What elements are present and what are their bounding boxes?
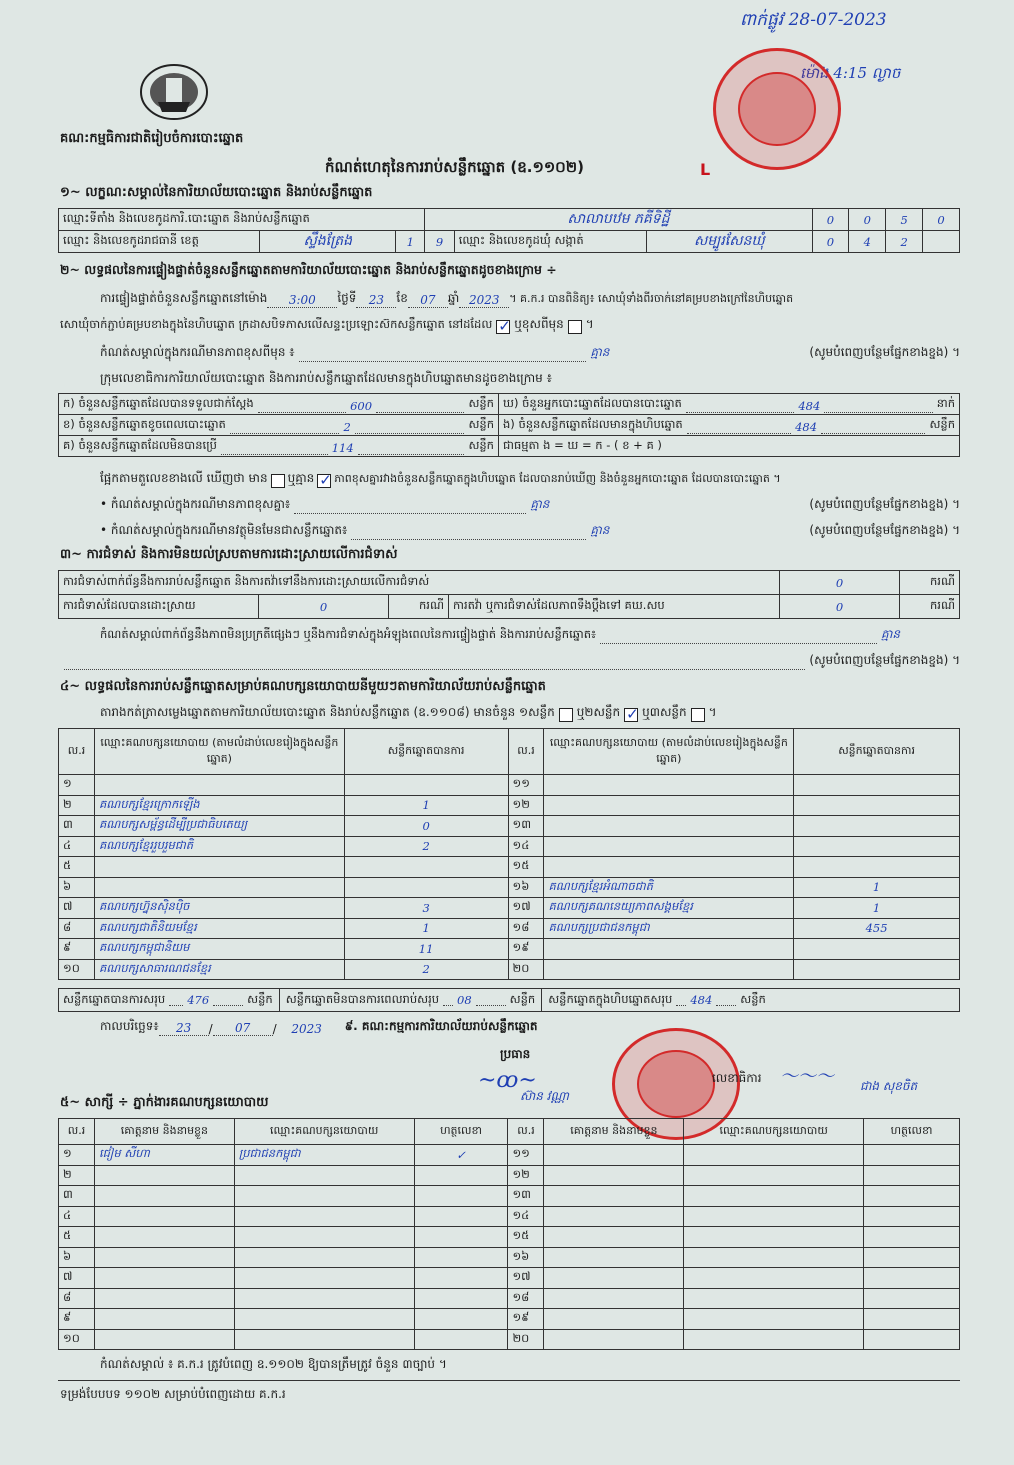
table-row [59, 775, 960, 796]
party-name [94, 775, 344, 796]
row-number: ១៤ [508, 836, 544, 857]
verify-time: 3:00 [267, 293, 337, 308]
party-votes: 1 [344, 918, 508, 939]
party-votes [794, 816, 960, 837]
unused-ballots-value: 114 [331, 440, 354, 455]
witness-party [684, 1247, 864, 1268]
discrepancy-line: ផ្អែកតាមតួលេខខាងលើ ឃើញថា មាន ឬគ្មាន ✓ ភាពខុសគ្នារវាងចំនួនសន្លឹកឆ្នោតក្នុងហិបឆ្នោត ដែលបានរាប់ឃើញ និងចំនួនអ្នកបោះឆ្នោត ដែលបានបោះឆ្នោត ។ [100, 470, 960, 488]
row-number: ១៩ [508, 939, 544, 960]
section4-heading: ៤~ លទ្ធផលនៃការរាប់សន្លឹកឆ្នោតសម្រាប់គណបក្សនយោបាយនីមួយៗតាមការិយាល័យរាប់សន្លឹកឆ្នោត [60, 679, 546, 694]
witness-name [544, 1329, 684, 1350]
station-code-1: 0 [812, 209, 849, 231]
received-ballots-label: ក) ចំនួនសន្លឹកឆ្នោតដែលបានទទួលជាក់ស្តែង [63, 395, 254, 410]
witness-signature [864, 1247, 960, 1268]
witness-signature [414, 1309, 508, 1330]
witness-party [234, 1329, 414, 1350]
party-votes: 11 [344, 939, 508, 960]
party-name [544, 775, 794, 796]
ballots-in-box-label: ង) ចំនួនសន្លឹកឆ្នោតដែលមានក្នុងហិបឆ្នោត [503, 416, 683, 431]
party-name [544, 939, 794, 960]
row-number: ១០ [59, 1329, 95, 1350]
row-number: ២ [59, 795, 95, 816]
row-number: ៨ [59, 918, 95, 939]
row-number: ១៤ [508, 1206, 544, 1227]
row-number: ៧ [59, 898, 95, 919]
witness-party [234, 1268, 414, 1289]
row-number: ១៧ [508, 1268, 544, 1289]
witness-name [544, 1145, 684, 1166]
tally-sheet-line: តារាងកត់ត្រាសម្លេងឆ្នោតតាមការិយាល័យបោះឆ្នោត និងរាប់សន្លឹកឆ្នោត (ឧ.១១០៨) មានចំនួន ១សន្លឹក ឬ២សន្លឹក ✓ ឬ៣សន្លឹក ។ [100, 704, 717, 722]
witness-signature: ✓ [414, 1145, 508, 1166]
party-name: គណបក្សខ្មែររួបរួមជាតិ [94, 836, 344, 857]
station-name-value: សាលាបឋម ភគីទិដ្ឋី [425, 209, 812, 231]
section5-heading: ៥~ សាក្សី ÷ ភ្នាក់ងារគណបក្សនយោបាយ [60, 1095, 269, 1110]
party-name: គណបក្សខ្មែរអំណាចជាតិ [544, 877, 794, 898]
objection-value: 0 [780, 571, 900, 595]
party-votes: 3 [344, 898, 508, 919]
row-number: ១ [59, 1145, 95, 1166]
note1-line: • កំណត់សម្គាល់ក្នុងករណីមានភាពខុសគ្នា៖ គ្មាន (សូមបំពេញបន្ថែមផ្នែកខាងខ្នង) ។ [100, 496, 960, 514]
party-name [544, 959, 794, 980]
handwritten-receipt-note: ពាក់ផ្លូវ 28-07-2023 [740, 10, 887, 30]
chair-signature: ~ꝏ~ [478, 1068, 537, 1093]
table-row [59, 1309, 960, 1330]
province-code-1: 1 [396, 231, 425, 253]
party-name: គណបក្សហ្វ៊ុនស៊ិនប៉ិច [94, 898, 344, 919]
row-number: ១៥ [508, 1227, 544, 1248]
witness-name [94, 1227, 234, 1248]
witness-signature [414, 1329, 508, 1350]
table-row [59, 1247, 960, 1268]
party-name: គណបក្សប្រជាជនកម្ពុជា [544, 918, 794, 939]
chair-label: ប្រធាន [500, 1047, 531, 1061]
row-number: ៩ [59, 1309, 95, 1330]
committee-name: គណ:កម្មធិការជាតិរៀបចំការបោះឆ្នោត [60, 131, 244, 146]
row-number: ៩ [59, 939, 95, 960]
province-value: ស្ទឹងត្រែង [260, 231, 396, 253]
row-number: ៨ [59, 1288, 95, 1309]
secretary-name: ជាង សុខចិត [860, 1079, 918, 1093]
table-row [59, 836, 960, 857]
row-number: ១ [59, 775, 95, 796]
unused-ballots-label: គ) ចំនួនសន្លឹកឆ្នោតដែលមិនបានប្រើ [63, 437, 217, 452]
row-number: ៣ [59, 816, 95, 837]
page-title: កំណត់ហេតុនៃការរាប់សន្លឹកឆ្នោត (ឧ.១១០២) [325, 158, 585, 176]
party-name: គណបក្សខ្មែរក្រោកឡើង [94, 795, 344, 816]
secretary-signature: ～～～ [780, 1066, 834, 1087]
witness-party [684, 1186, 864, 1207]
one-sheet-checkbox[interactable] [559, 708, 573, 722]
empty-cell [923, 231, 960, 253]
station-code-3: 5 [886, 209, 923, 231]
witness-party [234, 1186, 414, 1207]
party-results-table: ល.រ ឈ្មោះគណបក្សនយោបាយ (តាមលំដាប់លេខរៀងក្នុងសន្លឹកឆ្នោត) សន្លឹកឆ្នោតបានការ ល.រ ឈ្មោះគណបក្សនយោបាយ (តាមលំដាប់លេខរៀងក្នុងសន្លឹកឆ្នោត) សន្លឹកឆ្នោតបានការ ១ ១១ ២ គណបក្សខ្មែរក្រោកឡើង 1 ១២ ៣ គណបក្សសម្ព័ន្ធដើម្បីប្រជាធិបតេយ្យ 0 ១៣ ៤ គណបក្សខ្មែររួបរួមជាតិ 2 ១៤ ៥ ១៥ ៦ ១៦ គណបក្សខ្មែរអំណាចជាតិ 1 ៧ គណបក្សហ្វ៊ុនស៊ិនប៉ិច 3 ១៧ គណបក្សគណនេយ្យភាពសង្គមខ្មែរ 1 ៨ គណបក្សជាតិនិយមខ្មែរ 1 ១៨ គណបក្សប្រជាជនកម្ពុជា 455 ៩ គណបក្សកម្ពុជានិយម 11 ១៩ ១០ គណបក្សសាធារណជនខ្មែរ 2 ២០ [58, 728, 960, 980]
witness-party [684, 1268, 864, 1289]
witness-signature [864, 1227, 960, 1248]
note2-value: គ្មាន [590, 523, 610, 537]
resolved-value: 0 [259, 595, 389, 619]
station-name-label: ឈ្មោះទីតាំង និងលេខកូដការិ.បោះឆ្នោត និងរាប់សន្លឹកឆ្នោត [59, 209, 425, 231]
table-row [59, 795, 960, 816]
witness-name [94, 1186, 234, 1207]
witness-name [94, 1206, 234, 1227]
verification-line: ការផ្ទៀងផ្ទាត់ចំនួនសន្លឹកឆ្នោតនៅម៉ោង 3:00 ថ្ងៃទី 23 ខែ 07 ឆ្នាំ 2023 ។ គ.ក.រ បានពិនិត្យ៖ សោឃុំទាំងពីរចាក់នៅគម្របខាងក្រៅនៃហិបឆ្នោត [100, 291, 794, 307]
party-votes: 455 [794, 918, 960, 939]
party-votes: 1 [344, 795, 508, 816]
witness-name [94, 1288, 234, 1309]
objection-label: ការជំទាស់ពាក់ព័ន្ធនឹងការរាប់សន្លឹកឆ្នោត និងការតវ៉ាទៅនឹងការដោះស្រាយលើការជំទាស់ [59, 571, 780, 595]
spoiled-ballots-value: 2 [343, 419, 351, 434]
no-discrepancy-checkbox[interactable] [317, 474, 331, 488]
section1-heading: ១~ លក្ខណ:សម្គាល់នៃការិយាល័យបោះឆ្នោត និងរាប់សន្លឹកឆ្នោត [60, 185, 373, 200]
verify-month: 07 [408, 293, 448, 308]
party-name [544, 795, 794, 816]
count-intro: ក្រុមលេខាធិការការិយាល័យបោះឆ្នោត និងការរាប់សន្លឹកឆ្នោតដែលមានក្នុងហិបឆ្នោតមានដូចខាងក្រោម ៖ [100, 371, 552, 385]
witness-name [544, 1268, 684, 1289]
witness-name [94, 1309, 234, 1330]
ballots-in-box-value: 484 [795, 419, 818, 434]
section3-heading: ៣~ ការជំទាស់ និងការមិនយល់ស្របតាមការដោះស្រាយលើការជំទាស់ [60, 547, 398, 562]
party-name: គណបក្សគណនេយ្យភាពសង្គមខ្មែរ [544, 898, 794, 919]
official-seal-top [713, 48, 841, 170]
total-valid-value: 476 [187, 993, 210, 1007]
party-votes: 1 [794, 877, 960, 898]
chair-name: ស៊ាន វណ្ណា [520, 1089, 569, 1103]
appeal-value: 0 [780, 595, 900, 619]
row-number: ១៦ [508, 877, 544, 898]
table-row [59, 857, 960, 878]
witness-party [234, 1247, 414, 1268]
ballot-count-table: ក) ចំនួនសន្លឹកឆ្នោតដែលបានទទួលជាក់ស្តែង 600 សន្លឹក ឃ) ចំនួនអ្នកបោះឆ្នោតដែលបានបោះឆ្នោត 484 នាក់ ខ) ចំនួនសន្លឹកឆ្នោតខូចពេលបោះឆ្នោត 2 សន្លឹក ង) ចំនួនសន្លឹកឆ្នោតដែលមានក្នុងហិបឆ្នោត 484 សន្លឹក គ) ចំនួនសន្លឹកឆ្នោតដែលមិនបានប្រើ 114 សន្លឹក ជាធម្មតា ង = ឃ = ក - ( ខ + គ ) [58, 393, 960, 457]
has-discrepancy-checkbox[interactable] [271, 474, 285, 488]
witness-signature [864, 1206, 960, 1227]
appeal-label: ការតវ៉ា ឬការជំទាស់ដែលភាពទឹងប្តឹងទៅ គឃ.សប [449, 595, 780, 619]
table-row [59, 898, 960, 919]
witness-name [94, 1247, 234, 1268]
row-number: ១៨ [508, 1288, 544, 1309]
row-number: ២ [59, 1165, 95, 1186]
resolved-label: ការជំទាស់ដែលបានដោះស្រាយ [59, 595, 259, 619]
row-number: ៧ [59, 1268, 95, 1289]
footer-divider [58, 1380, 960, 1381]
table-row [59, 1268, 960, 1289]
table-row [59, 1145, 960, 1166]
difference-note-value: គ្មាន [590, 345, 610, 359]
table-row [59, 1165, 960, 1186]
commune-code-1: 0 [812, 231, 849, 253]
row-number: ១៣ [508, 816, 544, 837]
witness-signature [414, 1206, 508, 1227]
seal-check-line: សោឃុំចាក់ភ្ជាប់គម្របខាងក្នុងនៃហិបឆ្នោត ក្រដាសបិទភាសលើសន្ទះប្រឡោះស៊កសន្លឹកឆ្នោត នៅដដែល ✓ ឬខុសពីមុន ។ [60, 316, 960, 334]
witness-party [684, 1206, 864, 1227]
party-votes [794, 836, 960, 857]
witness-name [94, 1268, 234, 1289]
party-votes [794, 857, 960, 878]
commune-code-2: 4 [849, 231, 886, 253]
witness-signature [414, 1268, 508, 1289]
party-name [544, 836, 794, 857]
witness-signature [864, 1309, 960, 1330]
party-name [94, 857, 344, 878]
witness-party [684, 1145, 864, 1166]
commune-value: សម្បូរសែនឃុំ [647, 231, 812, 253]
row-number: ១០ [59, 959, 95, 980]
spoiled-ballots-label: ខ) ចំនួនសន្លឹកឆ្នោតខូចពេលបោះឆ្នោត [63, 416, 226, 431]
irregularity-note-line2: (សូមបំពេញបន្ថែមផ្នែកខាងខ្នង) ។ [60, 652, 960, 670]
row-number: ១៩ [508, 1309, 544, 1330]
verify-year: 2023 [459, 293, 509, 308]
objection-table: ការជំទាស់ពាក់ព័ន្ធនឹងការរាប់សន្លឹកឆ្នោត និងការតវ៉ាទៅនឹងការដោះស្រាយលើការជំទាស់ 0 ករណី ការជំទាស់ដែលបានដោះស្រាយ 0 ករណី ការតវ៉ា ឬការជំទាស់ដែលភាពទឹងប្តឹងទៅ គឃ.សប 0 ករណី [58, 570, 960, 619]
party-name: គណបក្សសម្ព័ន្ធដើម្បីប្រជាធិបតេយ្យ [94, 816, 344, 837]
witness-party [234, 1309, 414, 1330]
table-row [59, 877, 960, 898]
row-number: ១២ [508, 1165, 544, 1186]
table-row [59, 1206, 960, 1227]
form-mark: L [700, 160, 711, 179]
witness-name [544, 1206, 684, 1227]
witness-party [684, 1165, 864, 1186]
witness-party [234, 1206, 414, 1227]
witness-party [684, 1329, 864, 1350]
witness-party: ប្រជាជនកម្ពុជា [234, 1145, 414, 1166]
witness-signature [864, 1288, 960, 1309]
witness-signature [414, 1165, 508, 1186]
irregularity-note-value: គ្មាន [880, 627, 900, 641]
party-name: គណបក្សកម្ពុជានិយម [94, 939, 344, 960]
witness-name [544, 1186, 684, 1207]
row-number: ១៥ [508, 857, 544, 878]
row-number: ៥ [59, 1227, 95, 1248]
row-number: ៤ [59, 1206, 95, 1227]
total-invalid-value: 08 [457, 993, 472, 1007]
party-votes: 0 [344, 816, 508, 837]
row-number: ២០ [508, 959, 544, 980]
witness-name [94, 1329, 234, 1350]
footer-note: កំណត់សម្គាល់ ៖ គ.ក.រ ត្រូវបំពេញ ឧ.១១០២ ឱ្យបានត្រឹមត្រូវ ចំនួន ៣ច្បាប់ ។ [100, 1357, 447, 1371]
witness-name [544, 1227, 684, 1248]
row-number: ១១ [508, 775, 544, 796]
party-votes [794, 795, 960, 816]
witness-signature [414, 1247, 508, 1268]
province-code-2: 9 [425, 231, 454, 253]
row-number: ៥ [59, 857, 95, 878]
commune-code-3: 2 [886, 231, 923, 253]
witness-name [544, 1165, 684, 1186]
table-row [59, 816, 960, 837]
witness-party [234, 1227, 414, 1248]
party-votes [344, 857, 508, 878]
witness-signature [864, 1165, 960, 1186]
witness-signature [864, 1186, 960, 1207]
witness-signature [414, 1186, 508, 1207]
three-sheets-checkbox[interactable] [691, 708, 705, 722]
date-line: កាលបរិច្ឆេទ៖ 23 / 07 / 2023 ៩. គណ:កម្មការការិយាល័យរាប់សន្លឹកឆ្នោត [100, 1019, 538, 1036]
witness-party [234, 1288, 414, 1309]
voters-voted-label: ឃ) ចំនួនអ្នកបោះឆ្នោតដែលបានបោះឆ្នោត [503, 395, 682, 410]
party-name [94, 877, 344, 898]
row-number: ១៧ [508, 898, 544, 919]
table-row [59, 1329, 960, 1350]
row-number: ៦ [59, 1247, 95, 1268]
witness-signature [864, 1268, 960, 1289]
row-number: ១២ [508, 795, 544, 816]
table-row [59, 1186, 960, 1207]
received-ballots-value: 600 [350, 398, 373, 413]
table-row [59, 939, 960, 960]
formula: ជាធម្មតា ង = ឃ = ក - ( ខ + គ ) [499, 436, 960, 457]
seal-changed-checkbox[interactable] [568, 320, 582, 334]
two-sheets-checkbox[interactable] [624, 708, 638, 722]
party-votes [794, 959, 960, 980]
section2-heading: ២~ លទ្ធផលនៃការផ្ទៀងផ្ទាត់ចំនួនសន្លឹកឆ្នោតតាមការិយាល័យបោះឆ្នោត និងរាប់សន្លឹកឆ្នោតដូចខាងក្រោម ÷ [60, 262, 557, 277]
table-row [59, 1227, 960, 1248]
party-votes: 2 [344, 836, 508, 857]
secretary-label: លេខាធិការ [712, 1071, 762, 1085]
polling-station-table [58, 208, 960, 253]
seal-unchanged-checkbox[interactable] [496, 320, 510, 334]
handwritten-receipt-time: ម៉ោង 4:15 ល្ងាច [800, 64, 901, 82]
row-number: ២០ [508, 1329, 544, 1350]
form-note: ទម្រង់បែបបទ ១១០២ សម្រាប់បំពេញដោយ គ.ក.រ [60, 1387, 286, 1401]
row-number: ៣ [59, 1186, 95, 1207]
witness-table: ល.រ គោត្តនាម និងនាមខ្លួន ឈ្មោះគណបក្សនយោបាយ ហត្ថលេខា ល.រ គោត្តនាម និងនាមខ្លួន ឈ្មោះគណបក្សនយោបាយ ហត្ថលេខា ១ ជៀម សីហា ប្រជាជនកម្ពុជា ✓ ១១ ២ ១២ ៣ ១៣ ៤ ១៤ ៥ ១៥ ៦ ១៦ ៧ ១៧ ៨ ១៨ ៩ ១៩ ១០ ២០ [58, 1118, 960, 1350]
witness-party [684, 1288, 864, 1309]
party-name: គណបក្សសាធារណជនខ្មែរ [94, 959, 344, 980]
row-number: ៦ [59, 877, 95, 898]
totals-line: សន្លឹកឆ្នោតបានការសរុប 476 សន្លឹក សន្លឹកឆ្នោតមិនបានការពេលរាប់សរុប 08 សន្លឹក សន្លឹកឆ្នោតក្នុងហិបឆ្នោតសរុប 484 សន្លឹក [58, 988, 960, 1012]
table-row [59, 1288, 960, 1309]
voters-voted-value: 484 [798, 398, 821, 413]
station-code-2: 0 [849, 209, 886, 231]
party-votes [794, 775, 960, 796]
party-votes: 2 [344, 959, 508, 980]
witness-name [544, 1288, 684, 1309]
party-votes [344, 877, 508, 898]
irregularity-note-line: កំណត់សម្គាល់ពាក់ព័ន្ធនឹងភាពមិនប្រក្រតីផ្សេងៗ ឬនឹងការជំទាស់ក្នុងអំឡុងពេលនៃការផ្ទៀងផ្ទាត់ និងការរាប់សន្លឹកឆ្នោត៖ គ្មាន [100, 626, 960, 644]
party-votes [344, 775, 508, 796]
witness-signature [414, 1227, 508, 1248]
verify-day: 23 [356, 293, 396, 308]
row-number: ១៣ [508, 1186, 544, 1207]
party-name: គណបក្សជាតិនិយមខ្មែរ [94, 918, 344, 939]
station-code-4: 0 [923, 209, 960, 231]
row-number: ១៦ [508, 1247, 544, 1268]
table-row [59, 918, 960, 939]
note2-line: • កំណត់សម្គាល់ក្នុងករណីមានវត្ថុមិនមែនជាសន្លឹកឆ្នោត៖ គ្មាន (សូមបំពេញបន្ថែមផ្នែកខាងខ្នង) ។ [100, 522, 960, 540]
note1-value: គ្មាន [530, 497, 550, 511]
total-box-value: 484 [690, 993, 713, 1007]
row-number: ១១ [508, 1145, 544, 1166]
witness-party [684, 1309, 864, 1330]
witness-party [684, 1227, 864, 1248]
row-number: ១៨ [508, 918, 544, 939]
province-label: ឈ្មោះ និងលេខកូដរាជធានី ខេត្ត [59, 231, 260, 253]
committee-logo [138, 62, 210, 124]
witness-signature [414, 1288, 508, 1309]
witness-party [234, 1165, 414, 1186]
row-number: ៤ [59, 836, 95, 857]
witness-name [544, 1309, 684, 1330]
witness-name [94, 1165, 234, 1186]
commune-label: ឈ្មោះ និងលេខកូដឃុំ សង្កាត់ [454, 231, 647, 253]
witness-signature [864, 1145, 960, 1166]
date-year: 2023 [291, 1022, 322, 1036]
party-votes: 1 [794, 898, 960, 919]
party-name [544, 816, 794, 837]
table-row [59, 959, 960, 980]
party-name [544, 857, 794, 878]
witness-name [544, 1247, 684, 1268]
witness-signature [864, 1329, 960, 1350]
party-votes [794, 939, 960, 960]
difference-note-line: កំណត់សម្គាល់ក្នុងករណីមានភាពខុសពីមុន ៖ គ្មាន (សូមបំពេញបន្ថែមផ្នែកខាងខ្នង) ។ [100, 344, 960, 362]
witness-name: ជៀម សីហា [94, 1145, 234, 1166]
date-month: 07 [213, 1021, 273, 1036]
date-day: 23 [159, 1021, 209, 1036]
